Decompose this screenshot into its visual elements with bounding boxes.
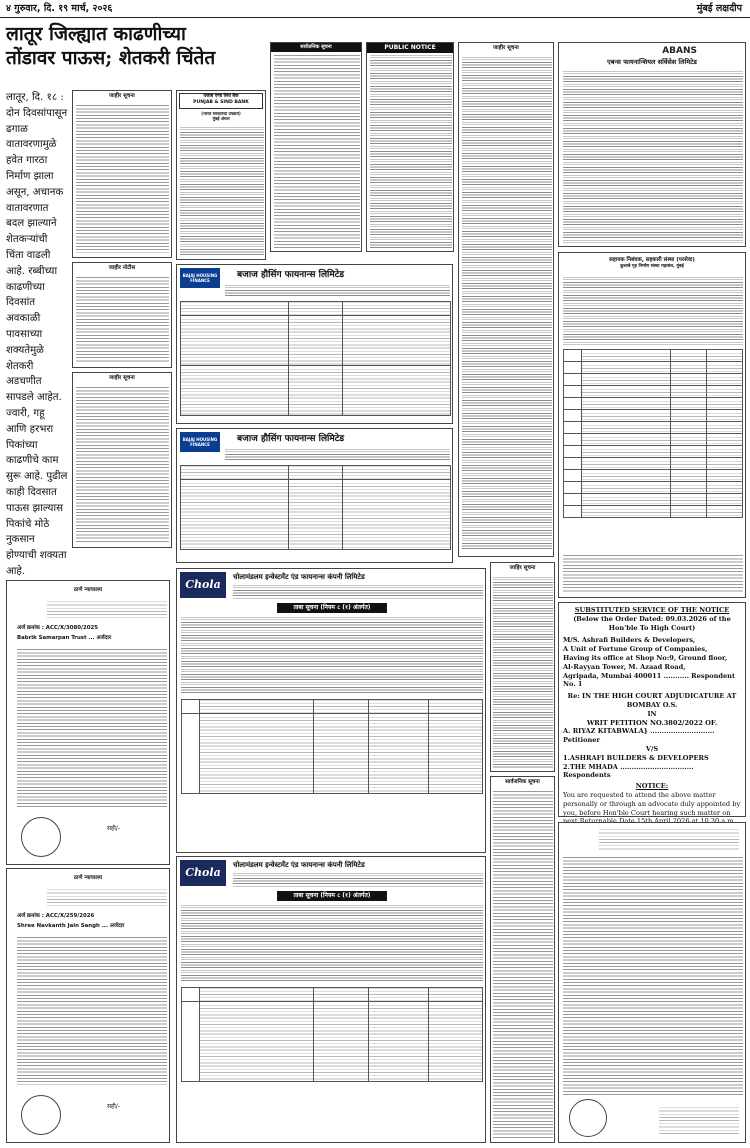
notice-respondent-2: 2.THE MHADA ................................ Respondents [563, 762, 694, 780]
chola-title: चोलामंडलम इन्वेस्टमेंट एंड फायनान्स कंपनी लिमिटेड [233, 861, 365, 869]
chola-table [181, 987, 483, 1137]
notice-title: जाहीर सूचना [109, 375, 135, 381]
notice-sarvajanik-center [270, 42, 362, 252]
notice-body [563, 69, 743, 244]
notice-jahir-right-1 [458, 42, 554, 557]
case-number: अर्ज क्रमांक : ACC/X/3080/2025 [17, 625, 98, 631]
notice-chola-1 [176, 568, 486, 853]
headline-line-1: लातूर जिल्ह्यात काढणीच्या [6, 23, 186, 45]
court-header [47, 599, 167, 619]
case-party: Shree Navkanth Jain Sangh ... अर्जदार [17, 923, 125, 929]
headline-line-2: तोंडावर पाऊस; शेतकरी चिंतेत [6, 47, 216, 69]
chola-logo: Chola [180, 860, 226, 886]
notice-intro [233, 583, 483, 599]
notice-intro [225, 283, 450, 297]
notice-abans [558, 42, 746, 247]
signature: सही/- [107, 825, 120, 832]
court-body [563, 855, 743, 1095]
bank-branch: मुंबई अंचल [212, 116, 230, 122]
court-notice-1 [6, 580, 170, 865]
sahakari-table [563, 349, 743, 549]
notice-petition: WRIT PETITION NO.3802/2022 OF. [586, 718, 718, 727]
court-header [599, 827, 739, 851]
notice-jahir-suchana-left-2 [72, 372, 172, 548]
notice-punjab-sind [176, 90, 266, 260]
court-title: ठाणे न्यायालय [73, 587, 103, 593]
notice-respondent-1: 1.ASHRAFI BUILDERS & DEVELOPERS [563, 753, 709, 762]
notice-title: सार्वजनिक सूचना [271, 43, 361, 52]
notice-petitioner: A. RIYAZ KITABWALA} ............................ Petitioner [563, 727, 715, 745]
bank-name-mr: पंजाब एण्ड सिंध बैंक [203, 94, 239, 99]
notice-table [563, 349, 743, 518]
bajaj-table [180, 301, 451, 421]
notice-sahakari [558, 252, 746, 598]
notice-to: M/S. Ashrafi Builders & Developers, [563, 636, 696, 645]
bank-logo [179, 93, 263, 109]
notice-body: You are requested to attend the above matter personally or through an advocate duly appointed by you, before Hon'ble Court hearing such matter on [563, 790, 741, 817]
notice-subtitle: (Below the Order Dated: 09.03.2026 of the Hon'ble To High Court) [573, 614, 731, 632]
notice-body [370, 53, 452, 248]
notice-body [180, 125, 264, 255]
notice-body [76, 103, 169, 253]
notice-addr-3: Al-Rayyan Tower, M. Azaad Road, [563, 662, 686, 671]
notice-body [181, 903, 483, 983]
notice-table [181, 699, 483, 794]
bajaj-title: बजाज हौसिंग फायनान्स लिमिटेड [237, 270, 345, 280]
notice-head: NOTICE: [635, 782, 669, 791]
notice-title: जाहीर नोटीस [108, 265, 136, 271]
chola-sub: ताबा सूचना (नियम ८ (१) अंतर्गत) [277, 891, 387, 901]
court-footer [659, 1105, 739, 1135]
notice-title: जाहिर सूचना [509, 565, 536, 571]
sahakari-sub: कुलाबे गृह निर्माण संस्था महासंघ, मुंबई [620, 264, 684, 270]
notice-title: सार्वजनिक सूचना [505, 779, 540, 785]
notice-body [181, 615, 483, 695]
bank-name-en: PUNJAB & SIND BANK [193, 99, 249, 105]
headline [6, 22, 246, 70]
bajaj-logo: BAJAJ HOUSING FINANCE [180, 268, 220, 288]
notice-bajaj-2 [176, 428, 453, 563]
court-body [17, 647, 167, 807]
court-notice-2 [6, 868, 170, 1143]
notice-table [180, 465, 451, 550]
notice-addr-2: Having its office at Shop No:9, Ground floor, [563, 653, 728, 662]
notice-body [274, 53, 360, 248]
court-header [47, 887, 167, 907]
notice-jahir-suchana-left [72, 90, 172, 258]
notice-body [493, 575, 553, 769]
notice-court: Re: IN THE HIGH COURT ADJUDICATURE AT BOMBAY O.S. [567, 692, 737, 709]
bajaj-logo: BAJAJ HOUSING FINANCE [180, 432, 220, 452]
bank-sub: (भारत सरकारचा उपक्रम) [201, 111, 241, 116]
page-header [0, 0, 750, 18]
chola-table [181, 699, 483, 849]
case-party: Babrik Samarpan Trust ... अर्जदार [17, 635, 112, 641]
notice-public [366, 42, 454, 252]
abans-logo: ABANS [662, 46, 697, 56]
notice-intro [233, 871, 483, 887]
abans-name: एबन्स फायनान्शियल सर्विसेस लिमिटेड [607, 58, 697, 66]
court-body [17, 935, 167, 1085]
notice-body [76, 275, 169, 363]
bajaj-table [180, 465, 451, 560]
court-title: ठाणे न्यायालय [73, 875, 103, 881]
bajaj-title: बजाज हौसिंग फायनान्स लिमिटेड [237, 434, 345, 444]
newspaper-name: मुंबई लक्षदीप [696, 3, 742, 14]
notice-body [76, 385, 169, 543]
page-date: ४ गुरुवार, दि. १९ मार्च, २०२६ [6, 3, 113, 14]
notice-bajaj-1 [176, 264, 453, 424]
notice-in: IN [647, 709, 657, 718]
notice-table [181, 987, 483, 1082]
notice-body [462, 55, 552, 550]
notice-vs: V/S [645, 744, 659, 753]
signature: सही/- [107, 1103, 120, 1110]
notice-intro [563, 275, 743, 345]
chola-sub: ताबा सूचना (नियम ८ (१) अंतर्गत) [277, 603, 387, 613]
notice-body [493, 789, 553, 1139]
notice-title: SUBSTITUTED SERVICE OF THE NOTICE [574, 606, 730, 614]
story-text: लातूर, दि. १८ : दोन दिवसांपासून ढगाळ वातावरणामुळे हवेत गारठा निर्माण झाला असून, अचानक वातावरणात बदल झाल्याने शेतकऱ्यांची चिंता वाढली आहे. रब्बीच्या काढणीच्या दिवसांत अवकाळी पावसाच्या शक्यतेमुळे शेतकरी अडचणीत सापडले आहेत. ज्वारी, गहू आणि हरभरा पिकांच्या काढणीचे काम सुरू आहे. पुढील काही दिवसात पाऊस झाल्यास पिकांचे मोठे नुकसान होण्याची शक्यता आहे. [6, 92, 68, 577]
notice-addr-4: Agripada, Mumbai 400011 ........... Respondent No. 1 [563, 671, 736, 689]
seal [21, 817, 61, 857]
chola-title: चोलामंडलम इन्वेस्टमेंट एंड फायनान्स कंपनी लिमिटेड [233, 573, 365, 581]
seal [21, 1095, 61, 1135]
notice-court-right [558, 822, 746, 1143]
chola-logo: Chola [180, 572, 226, 598]
case-number: अर्ज क्रमांक : ACC/X/259/2026 [17, 913, 95, 919]
notice-table [180, 301, 451, 416]
notice-jahir-right-2 [490, 562, 555, 772]
notice-substituted-service [558, 602, 746, 817]
notice-sarvajanik-right [490, 776, 555, 1143]
notice-addr-1: A Unit of Fortune Group of Companies, [563, 645, 708, 654]
seal [569, 1099, 607, 1137]
notice-title: PUBLIC NOTICE [367, 43, 453, 53]
notice-title: जाहीर सूचना [109, 93, 135, 99]
notice-footer [563, 553, 743, 593]
sahakari-title: सहायक निबंधक, सहकारी संस्था (परसेवा) [609, 257, 695, 263]
notice-intro [225, 447, 450, 461]
notice-title: जाहीर सूचना [493, 45, 519, 51]
notice-chola-2 [176, 856, 486, 1143]
notice-jahir-notice-left [72, 262, 172, 368]
